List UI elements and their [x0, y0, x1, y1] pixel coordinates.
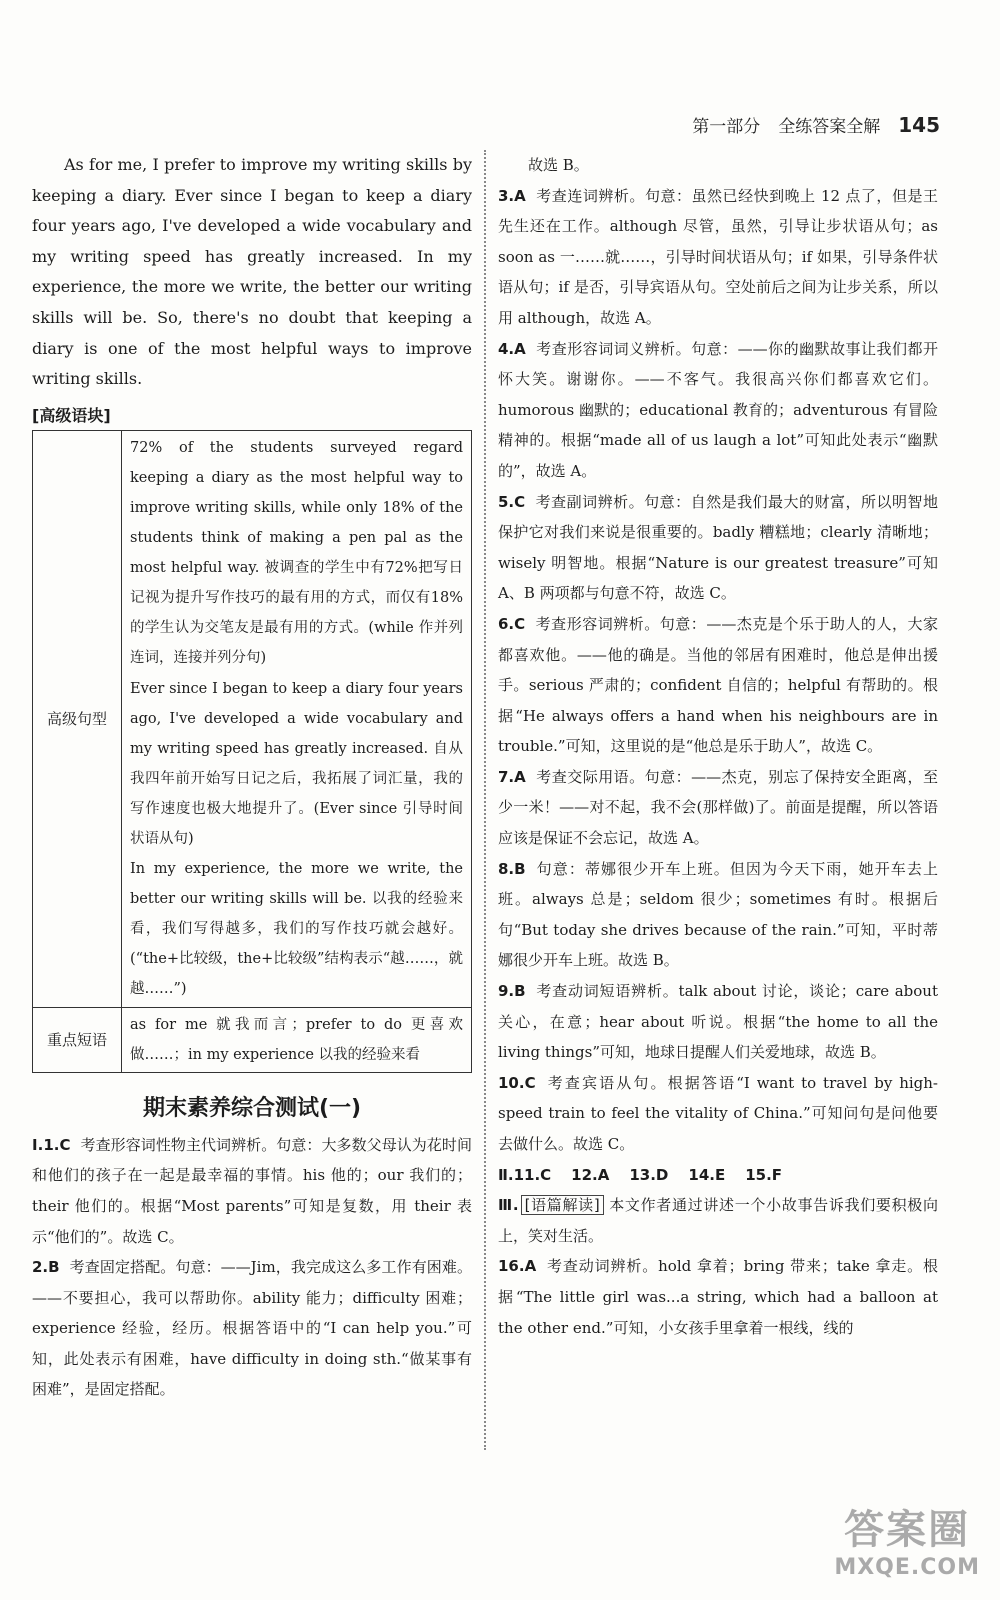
reading-text: 本文作者通过讲述一个小故事告诉我们要积极向上，笑对生活。 [498, 1196, 938, 1245]
table-row [33, 430, 472, 1007]
item-number: 10.C [498, 1073, 536, 1092]
item-text: 考查连词辨析。句意：虽然已经快到晚上 12 点了，但是王先生还在工作。although 尽管，虽然，引导让步状语从句；as soon as 一……就……，引导时间状语从句；if 如果，引导条件状语从句；if 是否，引导宾语从句。空处前后之间为让步关系，所以用 although，故选 A。 [498, 186, 938, 327]
answer-item [32, 1252, 472, 1405]
answer-item [498, 762, 938, 854]
item-text: 考查动词短语辨析。talk about 讨论，谈论；care about 关心，在意；hear about 听说。根据“the home to all the living things”可知，地球日提醒人们关爱地球，故选 B。 [498, 982, 938, 1062]
page-number: 145 [898, 113, 940, 137]
item-text: 考查形容词词义辨析。句意：——你的幽默故事让我们都开怀大笑。谢谢你。——不客气。我很高兴你们都喜欢它们。humorous 幽默的；educational 教育的；adventurous 有冒险精神的。根据“made all of us laugh a lot”可知此处表示“幽默的”，故选 A。 [498, 339, 938, 480]
header-book-title: 全练答案全解 [778, 117, 881, 137]
left-column [32, 150, 472, 1405]
answer-key: 15.F [745, 1165, 783, 1184]
section-number: Ⅲ. [498, 1196, 519, 1215]
header-part: 第一部分 [692, 117, 761, 137]
item-text: 考查交际用语。句意：——杰克，别忘了保持安全距离，至少一米！——对不起，我不会(那样做)了。前面是提醒，所以答语应该是保证不会忘记，故选 A。 [498, 767, 938, 848]
test-title: 期末素养综合测试(一) [142, 1095, 362, 1121]
continuation-text: 故选 B。 [528, 156, 589, 174]
right-column [498, 150, 938, 1343]
column-divider [484, 150, 486, 1450]
item-number: 3.A [498, 186, 526, 205]
row-key: 高级句型 [33, 430, 122, 1007]
item-number: Ⅰ.1.C [32, 1135, 71, 1154]
phrase-table [32, 430, 472, 1073]
answer-item [498, 1068, 938, 1160]
item-number: 2.B [32, 1258, 60, 1277]
answer-item [498, 181, 938, 334]
answer-item [498, 487, 938, 609]
item-text: 句意：蒂娜很少开车上班。但因为今天下雨，她开车去上班。always 总是；seldom 很少；sometimes 有时。根据后句“But today she drives because of the rain.”可知，平时蒂娜很少开车上班。故选 B。 [498, 859, 938, 970]
page-header [692, 112, 940, 137]
item-number: 9.B [498, 982, 526, 1001]
answer-key: 12.A [571, 1165, 610, 1184]
reading-summary [498, 1190, 938, 1251]
row-value: as for me 就我而言；prefer to do 更喜欢做……；in my experience 以我的经验来看 [122, 1007, 472, 1072]
watermark-url: MXQE.COM [834, 1555, 980, 1580]
answer-item [498, 334, 938, 487]
item-number: 8.B [498, 859, 526, 878]
item-number: 5.C [498, 492, 526, 511]
answer-item [498, 976, 938, 1068]
sentence-block: In my experience, the more we write, the better our writing skills will be. 以我的经验来看，我们写得越多，我们的写作技巧就会越好。(“the+比较级，the+比较级”结构表示“越……，就越……”) [130, 861, 463, 998]
answer-item [32, 1130, 472, 1252]
item-text: 考查宾语从句。根据答语“I want to travel by high-speed train to feel the vitality of China.”可知问句是问他要去做什么。故选 C。 [498, 1073, 938, 1153]
table-row [33, 1007, 472, 1072]
row-key: 重点短语 [33, 1007, 122, 1072]
answer-item [498, 1251, 938, 1343]
item-number: 6.C [498, 614, 526, 633]
item-text: 考查副词辨析。句意：自然是我们最大的财富，所以明智地保护它对我们来说是很重要的。badly 糟糕地；clearly 清晰地；wisely 明智地。根据“Nature is our greatest treasure”可知 A、B 两项都与句意不符，故选 C。 [498, 492, 938, 603]
answer-key-line [498, 1160, 938, 1191]
answer-item [498, 854, 938, 976]
answer-key: Ⅱ.11.C [498, 1165, 552, 1184]
item-number: 4.A [498, 339, 526, 358]
section-label: [高级语块] [32, 405, 111, 425]
answer-key: 13.D [629, 1165, 669, 1184]
item-text: 考查形容词辨析。句意：——杰克是个乐于助人的人，大家都喜欢他。——他的确是。当他的邻居有困难时，他总是伸出援手。serious 严肃的；confident 自信的；helpful 有帮助的。根据“He always offers a hand when his neighbours are in trouble.”可知，这里说的是“他总是乐于助人”，故选 C。 [498, 614, 938, 756]
item-number: 16.A [498, 1257, 537, 1276]
essay-paragraph: As for me, I prefer to improve my writing skills by keeping a diary. Ever since I began to keep a diary four years ago, I've developed a wide vocabulary and my writing speed has greatly increased. In my experience, the more we write, the better our writing skills will be. So, there's no doubt that keeping a diary is one of the most helpful ways to improve writing skills. [32, 155, 472, 389]
answer-item [498, 609, 938, 762]
reading-label: [语篇解读] [521, 1195, 604, 1215]
item-text: 考查动词辨析。hold 拿着；bring 带来；take 拿走。根据“The little girl was...a string, which had a balloon at the other end.”可知，小女孩手里拿着一根线，线的 [498, 1257, 938, 1337]
sentence-block: 72% of the students surveyed regard keeping a diary as the most helpful way to improve writing skills, while only 18% of the students think of making a pen pal as the most helpful way. 被调查的学生中有72%把写日记视为提升写作技巧的最有用的方式，而仅有18%的学生认为交笔友是最有用的方式。(while 作并列连词，连接并列分句) [130, 439, 463, 667]
site-watermark [834, 1498, 980, 1580]
sentence-block: Ever since I began to keep a diary four years ago, I've developed a wide vocabulary and my writing speed has greatly increased. 自从我四年前开始写日记之后，我拓展了词汇量，我的写作速度也极大地提升了。(Ever since 引导时间状语从句) [130, 680, 463, 847]
row-value [122, 430, 472, 1007]
answer-key: 14.E [688, 1165, 726, 1184]
item-number: 7.A [498, 767, 526, 786]
item-text: 考查固定搭配。句意：——Jim，我完成这么多工作有困难。——不要担心，我可以帮助你。ability 能力；difficulty 困难；experience 经验，经历。根据答语中的“I can help you.”可知，此处表示有困难，have difficulty in doing sth.“做某事有困难”，是固定搭配。 [32, 1258, 472, 1399]
watermark-logo: 答案圈 [844, 1507, 971, 1553]
item-text: 考查形容词性物主代词辨析。句意：大多数父母认为花时间和他们的孩子在一起是最幸福的事情。his 他的；our 我们的；their 他们的。根据“Most parents”可知是复数，用 their 表示“他们的”。故选 C。 [32, 1135, 472, 1246]
